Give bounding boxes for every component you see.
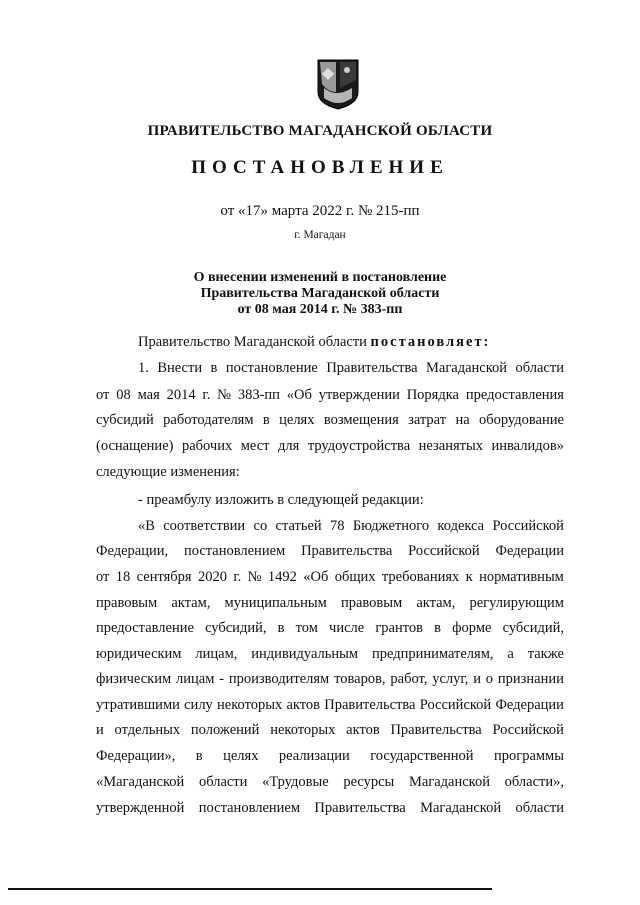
body-word: 78 bbox=[330, 518, 345, 534]
intro-verb: постановляет: bbox=[370, 334, 491, 350]
body-word: в bbox=[195, 748, 203, 764]
body-word: № bbox=[217, 387, 232, 403]
body-word: «Трудовые bbox=[262, 774, 329, 790]
body-word: о bbox=[485, 671, 494, 687]
body-word: кодекса bbox=[437, 518, 485, 534]
body-word: 08 bbox=[116, 387, 131, 403]
body-word: Порядка bbox=[406, 387, 459, 403]
body-word: оборудование bbox=[479, 412, 564, 428]
body-word: целях bbox=[223, 748, 259, 764]
body-word: Правительства bbox=[326, 360, 418, 376]
body-word: «Об bbox=[303, 569, 329, 585]
body-word: Российской bbox=[408, 543, 480, 559]
body-word: лицам, bbox=[195, 646, 238, 662]
body-word: том bbox=[295, 620, 318, 636]
body-word: работодателям bbox=[163, 412, 254, 428]
body-word: 2014 bbox=[166, 387, 196, 403]
body-word: в bbox=[277, 620, 285, 636]
body-word: и bbox=[96, 722, 104, 738]
document-type: ПОСТАНОВЛЕНИЕ bbox=[191, 157, 449, 178]
title-line: Правительства Магаданской области bbox=[200, 286, 440, 301]
body-word: субсидий bbox=[96, 412, 154, 428]
body-word: силу bbox=[184, 697, 213, 713]
body-word: субсидий, bbox=[502, 620, 564, 636]
body-word: Российской bbox=[492, 518, 564, 534]
body-word: соответствии bbox=[163, 518, 246, 534]
body-word: требованиях bbox=[381, 569, 460, 585]
body-word: форме bbox=[452, 620, 492, 636]
body-word: программы bbox=[493, 748, 564, 764]
body-word: 1492 bbox=[267, 569, 297, 585]
body-word: Магаданской bbox=[426, 360, 508, 376]
body-word: Российской bbox=[419, 697, 492, 713]
body-word: муниципальным bbox=[224, 595, 327, 611]
body-word: актам, bbox=[171, 595, 211, 611]
body-word: грантов bbox=[375, 620, 423, 636]
body-word: Федерации», bbox=[96, 748, 176, 764]
body-word: трудоустройства bbox=[307, 438, 411, 454]
body-word: «В bbox=[138, 518, 155, 534]
body-word: постановлением bbox=[183, 543, 286, 559]
body-word: правовым bbox=[340, 595, 403, 611]
body-word: а bbox=[507, 646, 514, 662]
title-line: от 08 мая 2014 г. № 383-пп bbox=[237, 302, 403, 317]
body-word: числе bbox=[329, 620, 365, 636]
body-word: Федерации, bbox=[96, 543, 169, 559]
body-word: регулирующим bbox=[469, 595, 564, 611]
coat-of-arms-emblem bbox=[316, 58, 360, 110]
body-word: государственной bbox=[370, 748, 474, 764]
body-word: - bbox=[219, 671, 225, 687]
body-word: некоторых bbox=[217, 697, 283, 713]
body-word: и bbox=[473, 671, 481, 687]
body-word: товаров, bbox=[334, 671, 386, 687]
body-line bbox=[96, 386, 564, 404]
body-word: предоставление bbox=[96, 620, 194, 636]
body-word: незанятых bbox=[418, 438, 483, 454]
body-word: г. bbox=[233, 569, 242, 585]
body-word: Правительства bbox=[301, 543, 393, 559]
body-word: целях bbox=[279, 412, 315, 428]
body-line bbox=[96, 411, 564, 429]
body-word: 383-пп bbox=[237, 387, 280, 403]
organization-name: ПРАВИТЕЛЬСТВО МАГАДАНСКОЙ ОБЛАСТИ bbox=[147, 123, 493, 139]
body-word: правовым bbox=[96, 595, 158, 611]
footer-rule bbox=[8, 888, 492, 890]
body-line bbox=[96, 747, 564, 765]
body-word: Федерации bbox=[495, 543, 564, 559]
body-word: (оснащение) bbox=[96, 438, 174, 454]
body-line bbox=[96, 619, 564, 637]
body-word: утвержденной bbox=[96, 800, 185, 816]
body-word: актов bbox=[286, 697, 321, 713]
body-word: 2020 bbox=[197, 569, 227, 585]
body-word: общих bbox=[334, 569, 376, 585]
body-word: области bbox=[198, 774, 248, 790]
body-word: актам, bbox=[416, 595, 456, 611]
body-word: сентября bbox=[136, 569, 192, 585]
body-line: - преамбулу изложить в следующей редакции: bbox=[138, 492, 424, 508]
body-line bbox=[96, 696, 564, 714]
body-word: предоставления bbox=[465, 387, 564, 403]
body-word: также bbox=[527, 646, 564, 662]
body-word: «Об bbox=[286, 387, 312, 403]
body-line bbox=[96, 799, 564, 817]
body-line: следующие изменения: bbox=[96, 464, 240, 480]
body-word: утратившими bbox=[96, 697, 180, 713]
body-word: постановление bbox=[225, 360, 318, 376]
body-word: для bbox=[278, 438, 300, 454]
body-word: постановлением bbox=[198, 800, 301, 816]
body-word: Федерации bbox=[495, 697, 564, 713]
body-line bbox=[96, 721, 564, 739]
body-word: на bbox=[455, 412, 470, 428]
body-word: рабочих bbox=[181, 438, 233, 454]
body-word: нормативным bbox=[479, 569, 564, 585]
body-word: услуг, bbox=[432, 671, 469, 687]
document-title bbox=[0, 270, 640, 318]
body-line bbox=[96, 645, 564, 663]
title-line: О внесении изменений в постановление bbox=[193, 270, 447, 285]
body-word: Внести bbox=[157, 360, 203, 376]
body-word: Магаданской bbox=[408, 774, 490, 790]
body-word: инвалидов» bbox=[491, 438, 564, 454]
body-word: реализации bbox=[278, 748, 350, 764]
body-word: возмещения bbox=[323, 412, 399, 428]
body-word: юридическим bbox=[96, 646, 182, 662]
body-word: отдельных bbox=[114, 722, 181, 738]
body-word: Правительства bbox=[324, 697, 416, 713]
body-word: индивидуальным bbox=[251, 646, 359, 662]
body-word: Магаданской bbox=[420, 800, 502, 816]
body-word: в bbox=[434, 620, 441, 636]
body-word: в bbox=[262, 412, 270, 428]
body-word: затрат bbox=[408, 412, 447, 428]
body-word: со bbox=[253, 518, 268, 534]
body-word: актов bbox=[346, 722, 380, 738]
intro-paragraph bbox=[138, 333, 490, 351]
body-line bbox=[96, 437, 564, 455]
body-word: ресурсы bbox=[343, 774, 395, 790]
body-line bbox=[138, 517, 564, 535]
body-line bbox=[96, 670, 564, 688]
body-word: 18 bbox=[115, 569, 131, 585]
body-word: 1. bbox=[138, 360, 149, 376]
body-word: производителям bbox=[228, 671, 330, 687]
body-line bbox=[96, 542, 564, 560]
body-word: области», bbox=[504, 774, 564, 790]
body-word: предпринимателям, bbox=[371, 646, 494, 662]
body-word: Правительства bbox=[314, 800, 406, 816]
body-word: Правительства bbox=[390, 722, 482, 738]
body-word: области bbox=[515, 800, 564, 816]
body-word: области bbox=[515, 360, 564, 376]
body-line bbox=[138, 359, 564, 377]
body-word: лицам bbox=[176, 671, 215, 687]
body-word: работ, bbox=[390, 671, 428, 687]
body-word: Российской bbox=[492, 722, 564, 738]
body-word: мая bbox=[137, 387, 160, 403]
body-word: некоторых bbox=[270, 722, 336, 738]
body-word: положений bbox=[190, 722, 260, 738]
body-word: утверждении bbox=[318, 387, 400, 403]
body-word: «Магаданской bbox=[96, 774, 185, 790]
document-city: г. Магадан bbox=[294, 229, 346, 241]
intro-prefix: Правительство Магаданской области bbox=[138, 334, 367, 350]
body-line bbox=[96, 594, 564, 612]
body-word: мест bbox=[240, 438, 270, 454]
document-date-number: от «17» марта 2022 г. № 215-пп bbox=[220, 203, 420, 219]
body-word: № bbox=[247, 569, 262, 585]
body-line bbox=[96, 568, 564, 586]
body-word: Бюджетного bbox=[352, 518, 430, 534]
body-word: признании bbox=[497, 671, 564, 687]
body-word: физическим bbox=[96, 671, 172, 687]
body-word: г. bbox=[202, 387, 211, 403]
body-word: от bbox=[96, 569, 110, 585]
body-word: в bbox=[210, 360, 218, 376]
body-word: от bbox=[96, 387, 110, 403]
body-word: субсидий, bbox=[205, 620, 267, 636]
body-line bbox=[96, 773, 564, 791]
body-word: к bbox=[465, 569, 473, 585]
body-word: статьей bbox=[275, 518, 322, 534]
